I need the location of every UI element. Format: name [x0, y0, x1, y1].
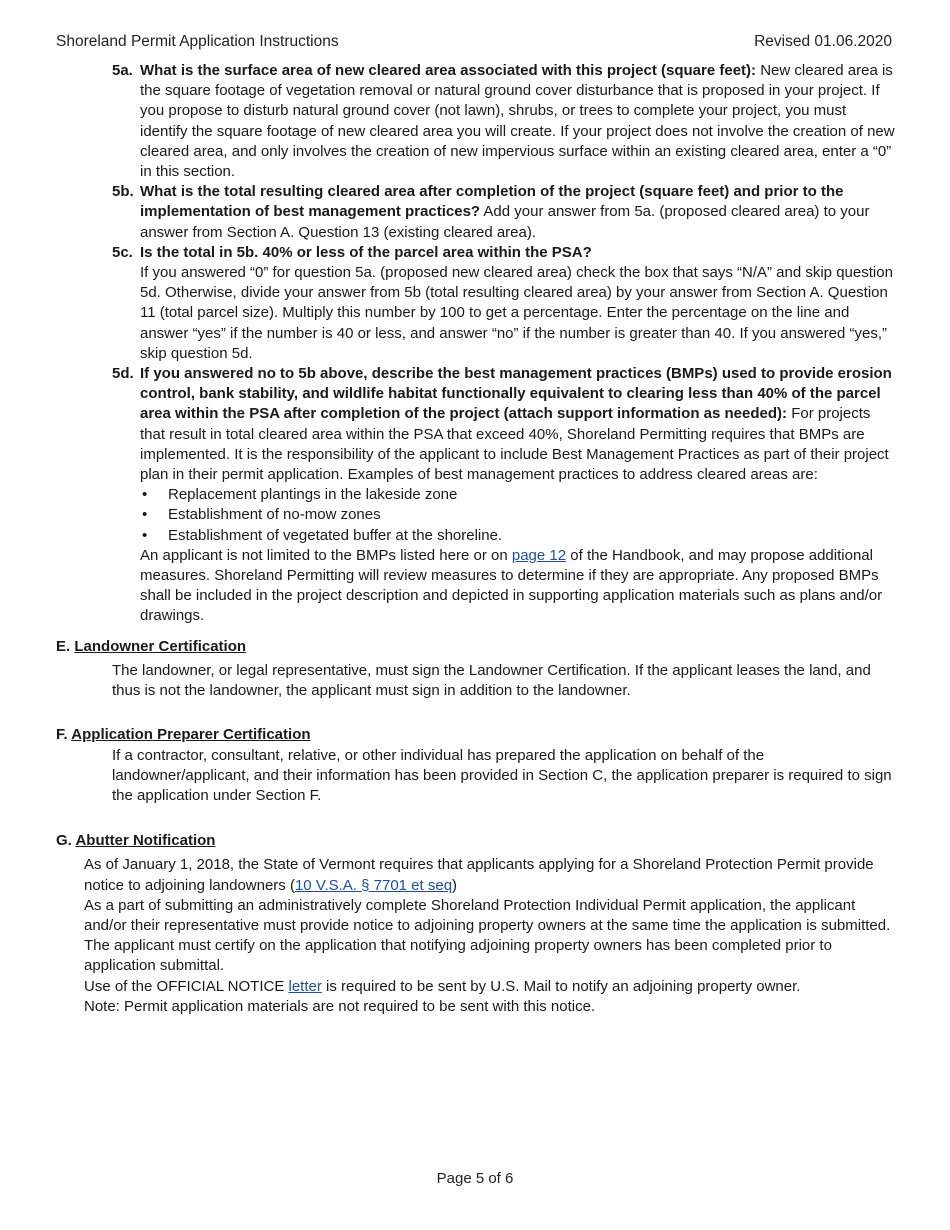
section-g-paragraph-4: Note: Permit application materials are not required to be sent with this notice.	[84, 997, 596, 1015]
statute-link[interactable]: 10 V.S.A. § 7701 et seq	[294, 876, 453, 894]
section-g-letter: G.	[56, 832, 72, 850]
question-5d-number: 5d.	[112, 365, 134, 383]
section-f-heading	[56, 725, 896, 745]
section-f-title: Application Preparer Certification	[71, 726, 311, 744]
question-5c-title-line	[140, 243, 896, 263]
list-item: • Establishment of vegetated buffer at the shoreline.	[140, 526, 896, 546]
section-e-letter: E.	[56, 637, 71, 655]
question-5a	[56, 61, 896, 182]
bullet-icon: •	[142, 486, 148, 504]
bullet-icon: •	[142, 506, 148, 524]
bullet-icon: •	[142, 526, 148, 544]
section-e-title: Landowner Certification	[74, 637, 247, 655]
handbook-page-12-link[interactable]: page 12	[511, 546, 567, 564]
question-5d	[56, 364, 896, 627]
question-5c	[56, 243, 896, 364]
header-revised-date: Revised 01.06.2020	[754, 33, 892, 50]
question-5a-title: What is the surface area of new cleared area associated with this project (square feet):	[140, 62, 757, 79]
question-5a-paragraph	[140, 61, 896, 182]
official-notice-letter-link[interactable]: letter	[288, 977, 322, 995]
question-5d-after-paragraph: An applicant is not limited to the BMPs listed here or on page 12 of the Handbook, and may propose additional measures. Shoreland Permitting will review measures to determine if they are appropriate. Any proposed BMPs shall be included in the project description and depicted in supporting application materials such as plans and/or drawings.	[140, 546, 883, 625]
bmp-list	[140, 485, 896, 546]
list-item: • Replacement plantings in the lakeside zone	[140, 485, 896, 505]
section-g-title: Abutter Notification	[75, 832, 216, 850]
section-g-body	[56, 855, 896, 1017]
question-5b-text: Add your answer from 5a. (proposed cleared area) to your answer from Section A. Question 13 (existing cleared area).	[140, 203, 870, 241]
question-5c-text: If you answered “0” for question 5a. (proposed new cleared area) check the box that says “N/A” and skip question 5d. Otherwise, divide your answer from 5b (total resulting cleared area) by your answer from Section A. Question 11 (total parcel size). Multiply this number by 100 to get a percentage. Enter the percentage on the line and answer “yes” if the number is 40 or less, and answer “no” if the number is greater than 40. If you answered “yes,” skip question 5d.	[140, 264, 893, 362]
question-5d-title: If you answered no to 5b above, describe the best management practices (BMPs) used to provide erosion control, bank stability, and wildlife habitat functionally equivalent to clearing less than 40% of the parcel area within the PSA after completion of the project (attach support information as needed):	[140, 365, 892, 423]
section-f-text: If a contractor, consultant, relative, or other individual has prepared the application on behalf of the landowner/applicant, and their information has been provided in Section C, the application preparer is required to sign the application under Section F.	[112, 746, 892, 804]
section-g-heading	[56, 831, 896, 851]
section-e-heading	[56, 637, 896, 657]
section-g-paragraph-2: As a part of submitting an administratively complete Shoreland Protection Individual Permit application, the applicant and/or their representative must provide notice to adjoining property owners at the same time the application is submitted. The applicant must certify on the application that notifying adjoining property owners has been completed prior to application submittal.	[84, 896, 891, 975]
document-body	[56, 61, 896, 1017]
question-5b	[56, 182, 896, 243]
question-5d-paragraph	[140, 364, 896, 485]
question-5b-number: 5b.	[112, 183, 134, 201]
header-title: Shoreland Permit Application Instructions	[56, 33, 339, 50]
section-e-text: The landowner, or legal representative, must sign the Landowner Certification. If the applicant leases the land, and thus is not the landowner, the applicant must sign in addition to the landowner.	[112, 661, 871, 700]
list-item: • Establishment of no-mow zones	[140, 505, 896, 525]
question-5b-paragraph	[140, 182, 896, 243]
question-5a-number: 5a.	[112, 62, 133, 79]
question-5d-text: For projects that result in total cleared area within the PSA that exceed 40%, Shoreland Permitting requires that BMPs are implemented. It is the responsibility of the applicant to include Best Management Practices as part of their project plan in their permit application. Examples of best management practices to address cleared areas are:	[140, 405, 889, 484]
question-5a-text: New cleared area is the square footage of vegetation removal or natural ground cover disturbance that is proposed in your project. If you propose to disturb natural ground cover (not lawn), shrubs, or trees to complete your project, you must identify the square footage of new cleared area you will create. If your project does not involve the creation of new cleared area, and only involves the creation of new impervious surface within an existing cleared area, enter a “0” in this section.	[140, 62, 895, 181]
question-5c-title: Is the total in 5b. 40% or less of the parcel area within the PSA?	[140, 243, 592, 261]
page-number: Page 5 of 6	[436, 1170, 514, 1187]
section-g-paragraph-1: As of January 1, 2018, the State of Vermont requires that applicants applying for a Shoreland Protection Permit provide notice to adjoining landowners (10 V.S.A. § 7701 et seq)	[84, 856, 874, 894]
question-5c-number: 5c.	[112, 243, 133, 261]
question-5b-title: What is the total resulting cleared area after completion of the project (square feet) and prior to the implementation of best management practices?	[140, 183, 844, 221]
section-g-paragraph-3: Use of the OFFICIAL NOTICE letter is required to be sent by U.S. Mail to notify an adjoining property owner.	[84, 977, 801, 995]
section-f-letter: F.	[56, 726, 68, 744]
